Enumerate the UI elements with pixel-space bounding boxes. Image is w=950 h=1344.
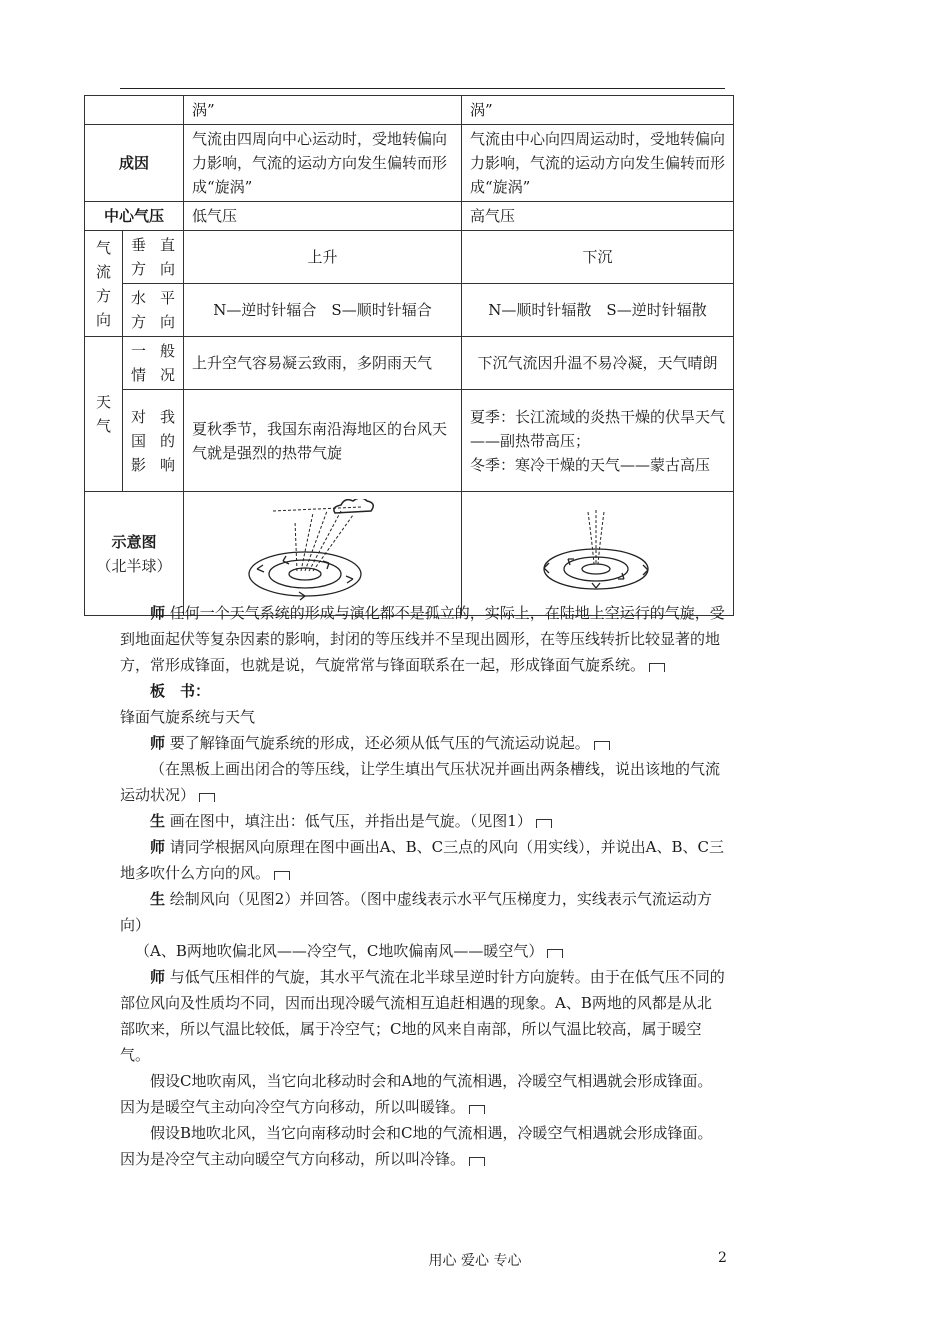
paragraph-mark-icon <box>594 741 610 750</box>
row-label-diagram <box>85 492 184 616</box>
table-cell: 下沉 <box>462 231 734 284</box>
speaker-teacher: 师 <box>150 968 166 986</box>
comparison-table <box>84 95 734 616</box>
paragraph <box>120 964 725 1068</box>
paragraph-mark-icon <box>547 949 563 958</box>
paragraph <box>120 886 725 938</box>
table-cell: 上升 <box>184 231 462 284</box>
paragraph-text: 请同学根据风向原理在图中画出A、B、C三点的风向（用实线），并说出A、B、C三地多吹什么方向的风。 <box>120 838 724 882</box>
table-cell <box>462 390 734 492</box>
anticyclone-diagram <box>538 504 658 604</box>
label-char: 方 <box>95 286 111 305</box>
table-cell: N—逆时针辐合 S—顺时针辐合 <box>184 284 462 337</box>
summer-text: 夏季：长江流域的炎热干燥的伏旱天气——副热带高压； <box>470 407 726 450</box>
header-rule <box>120 88 725 89</box>
speaker-teacher: 师 <box>150 734 166 752</box>
row-label-pressure: 中心气压 <box>85 202 184 231</box>
table-row <box>85 492 734 616</box>
page-number: 2 <box>718 1250 727 1266</box>
cyclone-diagram-cell <box>184 492 462 616</box>
table-cell: 气流由中心向四周运动时，受地转偏向力影响，气流的运动方向发生偏转而形成“旋涡” <box>462 125 734 202</box>
paragraph-text: （A、B两地吹偏北风——冷空气，C地吹偏南风——暖空气） <box>135 942 544 960</box>
anticyclone-diagram-cell <box>462 492 734 616</box>
paragraph-text: 要了解锋面气旋系统的形成，还必须从低气压的气流运动说起。 <box>169 734 590 752</box>
paragraph-mark-icon <box>199 793 215 802</box>
speaker-teacher: 师 <box>150 604 166 622</box>
paragraph-mark-icon <box>469 1157 485 1166</box>
sub-label-china: 对我国的影响 <box>123 390 184 492</box>
paragraph-text: 画在图中，填注出：低气压，并指出是气旋。（见图1） <box>169 812 532 830</box>
paragraph <box>120 834 725 886</box>
paragraph-text: 与低气压相伴的气旋，其水平气流在北半球呈逆时针方向旋转。由于在低气压不同的部位风向及性质均不同，因而出现冷暖气流相互追赶相遇的现象。A、B两地的风都是从北部吹来，所以气温比较低，属于冷空气；C地的风来自南部，所以气温比较高，属于暖空气。 <box>120 968 725 1064</box>
table-cell: 高气压 <box>462 202 734 231</box>
table-cell: 气流由四周向中心运动时，受地转偏向力影响，气流的运动方向发生偏转而形成“旋涡” <box>184 125 462 202</box>
paragraph-text: （在黑板上画出闭合的等压线，让学生填出气压状况并画出两条槽线，说出该地的气流运动状况） <box>120 760 721 804</box>
paragraph-text: 锋面气旋系统与天气 <box>120 708 256 726</box>
body-text <box>120 600 725 1172</box>
label-char: 流 <box>95 262 111 281</box>
cyclone-diagram <box>243 499 403 609</box>
footer-slogan: 用心 爱心 专心 <box>428 1253 522 1269</box>
paragraph <box>120 756 725 808</box>
table-row <box>85 231 734 284</box>
paragraph <box>120 704 725 730</box>
table-cell: 夏秋季节，我国东南沿海地区的台风天气就是强烈的热带气旋 <box>184 390 462 492</box>
paragraph-mark-icon <box>469 1105 485 1114</box>
paragraph <box>120 1120 725 1172</box>
table-cell: 涡” <box>184 96 462 125</box>
label-char: 气 <box>95 238 111 257</box>
speaker-teacher: 师 <box>150 838 166 856</box>
diagram-sublabel: （北半球） <box>96 556 172 575</box>
paragraph-mark-icon <box>649 663 665 672</box>
table-row <box>85 202 734 231</box>
table-cell: 上升空气容易凝云致雨，多阴雨天气 <box>184 337 462 390</box>
paragraph-text: 假设C地吹南风，当它向北移动时会和A地的气流相遇，冷暖空气相遇就会形成锋面。因为是暖空气主动向冷空气方向移动，所以叫暖锋。 <box>120 1072 713 1116</box>
speaker-student: 生 <box>150 812 166 830</box>
paragraph-text: 绘制风向（见图2）并回答。（图中虚线表示水平气压梯度力，实线表示气流运动方向） <box>120 890 712 934</box>
table-cell: 涡” <box>462 96 734 125</box>
sub-label-vertical: 垂直方向 <box>123 231 184 284</box>
row-label-weather <box>85 337 123 492</box>
paragraph <box>120 1068 725 1120</box>
label-char: 气 <box>95 417 111 435</box>
table-cell: 下沉气流因升温不易冷凝，天气晴朗 <box>462 337 734 390</box>
paragraph <box>120 600 725 678</box>
paragraph <box>120 938 725 964</box>
label-char: 天 <box>95 393 111 411</box>
table-row <box>85 125 734 202</box>
table-row <box>85 337 734 390</box>
paragraph-mark-icon <box>274 871 290 880</box>
paragraph-text: 假设B地吹北风，当它向南移动时会和C地的气流相遇，冷暖空气相遇就会形成锋面。因为是冷空气主动向暖空气方向移动，所以叫冷锋。 <box>120 1124 713 1168</box>
winter-text: 冬季：寒冷干燥的天气——蒙古高压 <box>470 455 711 474</box>
table-cell <box>85 96 184 125</box>
table-cell: N—顺时针辐散 S—逆时针辐散 <box>462 284 734 337</box>
board-heading: 板 书： <box>150 682 211 700</box>
diagram-label: 示意图 <box>111 532 157 551</box>
table-row <box>85 96 734 125</box>
row-label-cause: 成因 <box>85 125 184 202</box>
table-cell: 低气压 <box>184 202 462 231</box>
table-row <box>85 390 734 492</box>
label-char: 向 <box>95 310 111 329</box>
sub-label-horizontal: 水平方向 <box>123 284 184 337</box>
sub-label-general: 一般情况 <box>123 337 184 390</box>
paragraph-mark-icon <box>536 819 552 828</box>
speaker-student: 生 <box>150 890 166 908</box>
paragraph <box>120 678 725 704</box>
row-label-airflow <box>85 231 123 337</box>
paragraph <box>120 730 725 756</box>
paragraph-text: 任何一个天气系统的形成与演化都不是孤立的，实际上，在陆地上空运行的气旋，受到地面起伏等复杂因素的影响，封闭的等压线并不呈现出圆形，在等压线转折比较显著的地方，常形成锋面，也就是说，气旋常常与锋面联系在一起，形成锋面气旋系统。 <box>120 604 725 674</box>
table-row <box>85 284 734 337</box>
paragraph <box>120 808 725 834</box>
